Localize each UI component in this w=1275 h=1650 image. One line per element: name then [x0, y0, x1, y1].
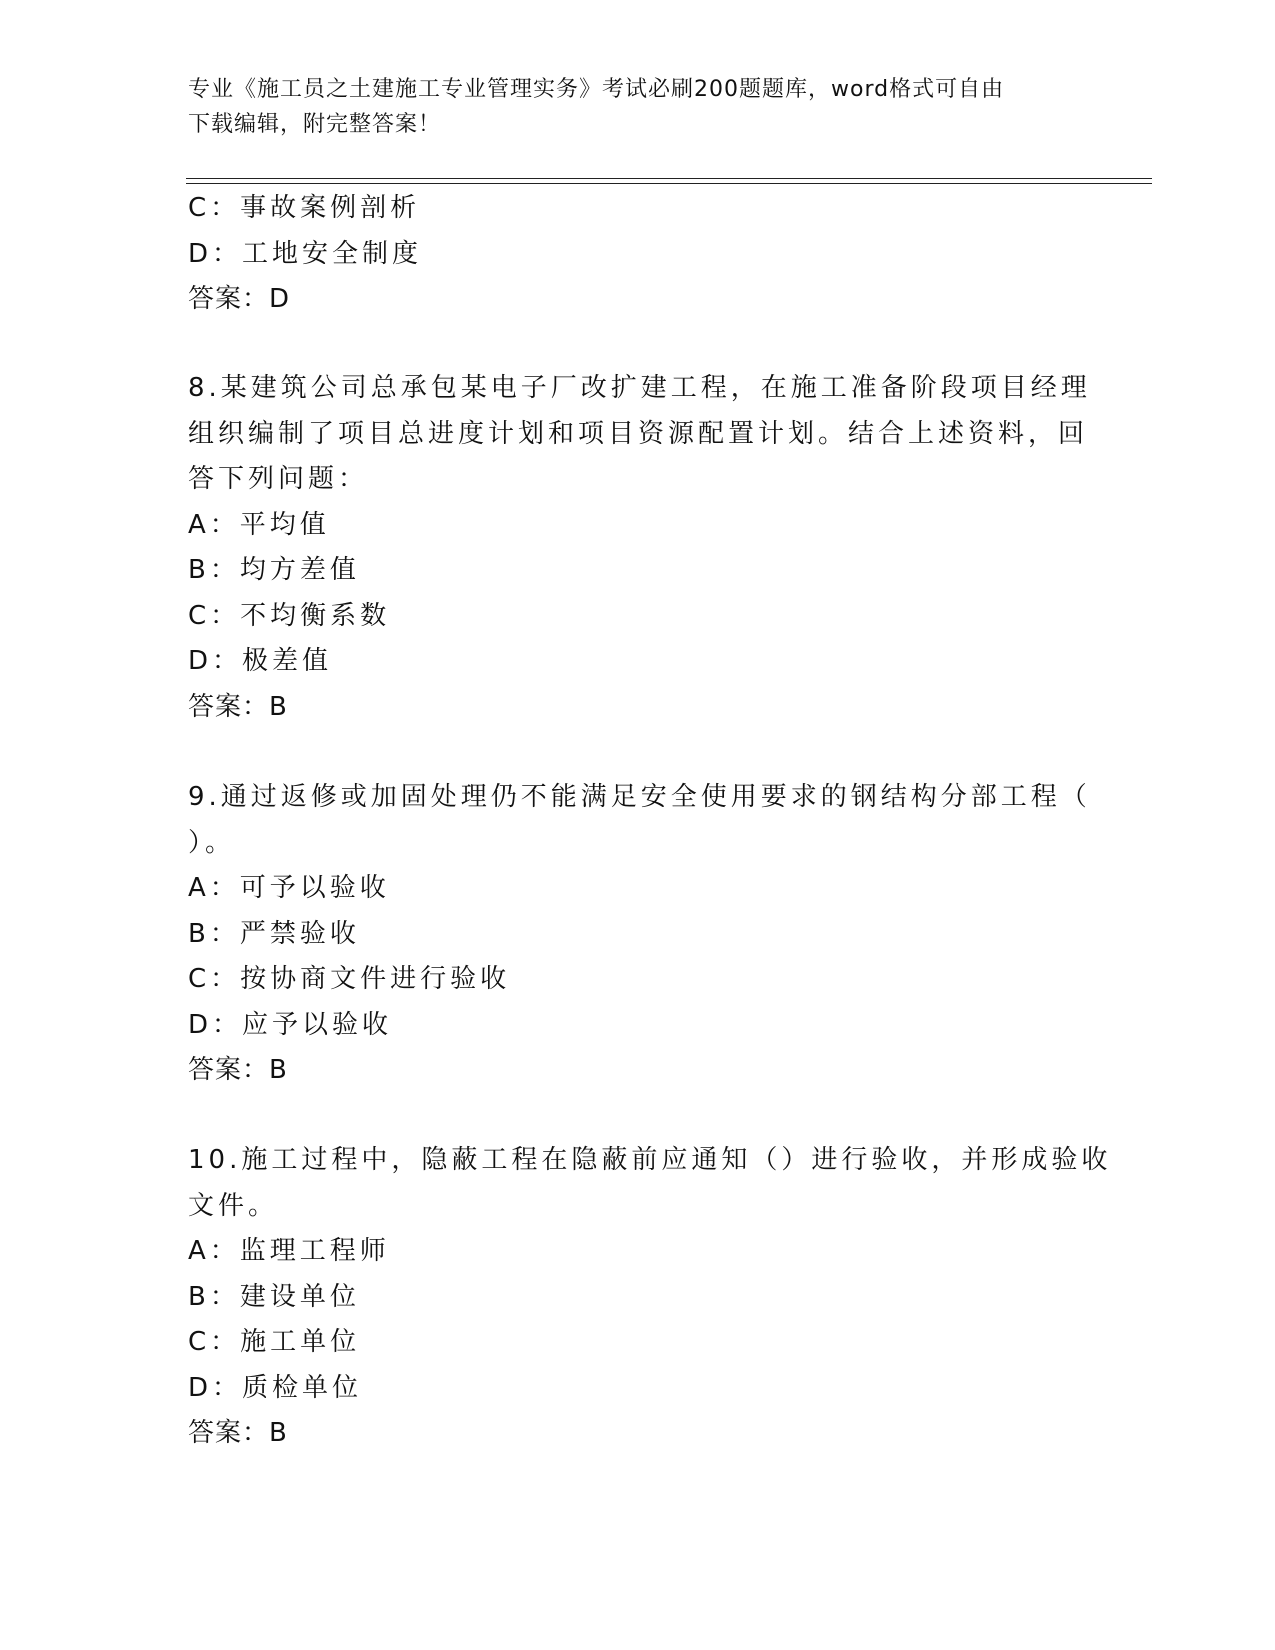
option-d: D：工地安全制度 [188, 238, 423, 269]
header-divider-thick [186, 178, 1152, 179]
question-10 [188, 1138, 1112, 1457]
question-8 [188, 366, 1091, 730]
question-stem-line: ）。 [188, 827, 236, 858]
question-stem-line: 10.施工过程中，隐蔽工程在隐蔽前应通知（）进行验收，并形成验收 [188, 1145, 1112, 1175]
question-7-tail [188, 186, 1068, 323]
question-9 [188, 775, 1091, 1094]
option-b: B：严禁验收 [188, 918, 360, 949]
option-c: C：事故案例剖析 [188, 193, 421, 223]
option-a: A：监理工程师 [188, 1236, 390, 1266]
option-d: D：质检单位 [188, 1372, 363, 1403]
option-c: C：不均衡系数 [188, 600, 391, 631]
header-line-1: 专业《施工员之土建施工专业管理实务》考试必刷200题题库，word格式可自由 [188, 77, 1005, 102]
option-a: A：平均值 [188, 509, 330, 540]
answer-line: 答案：B [188, 1418, 288, 1448]
option-d: D：极差值 [188, 646, 333, 676]
question-stem-line: 组织编制了项目总进度计划和项目资源配置计划。结合上述资料，回 [188, 418, 1089, 449]
question-stem-line: 9.通过返修或加固处理仍不能满足安全使用要求的钢结构分部工程（ [188, 782, 1091, 812]
answer-line: 答案：B [188, 1055, 288, 1085]
option-b: B：均方差值 [188, 555, 360, 585]
answer-line: 答案：D [188, 284, 291, 314]
option-b: B：建设单位 [188, 1281, 360, 1312]
answer-line: 答案：B [188, 691, 288, 722]
question-stem-line: 答下列问题： [188, 464, 369, 494]
option-c: C：按协商文件进行验收 [188, 964, 511, 994]
header-line-2: 下载编辑，附完整答案！ [188, 112, 442, 137]
header-divider-thin [186, 183, 1152, 184]
option-c: C：施工单位 [188, 1327, 361, 1357]
document-header [188, 72, 1068, 142]
question-stem-line: 文件。 [188, 1190, 279, 1221]
option-a: A：可予以验收 [188, 873, 390, 903]
question-stem-line: 8.某建筑公司总承包某电子厂改扩建工程，在施工准备阶段项目经理 [188, 373, 1091, 403]
option-d: D：应予以验收 [188, 1009, 393, 1040]
